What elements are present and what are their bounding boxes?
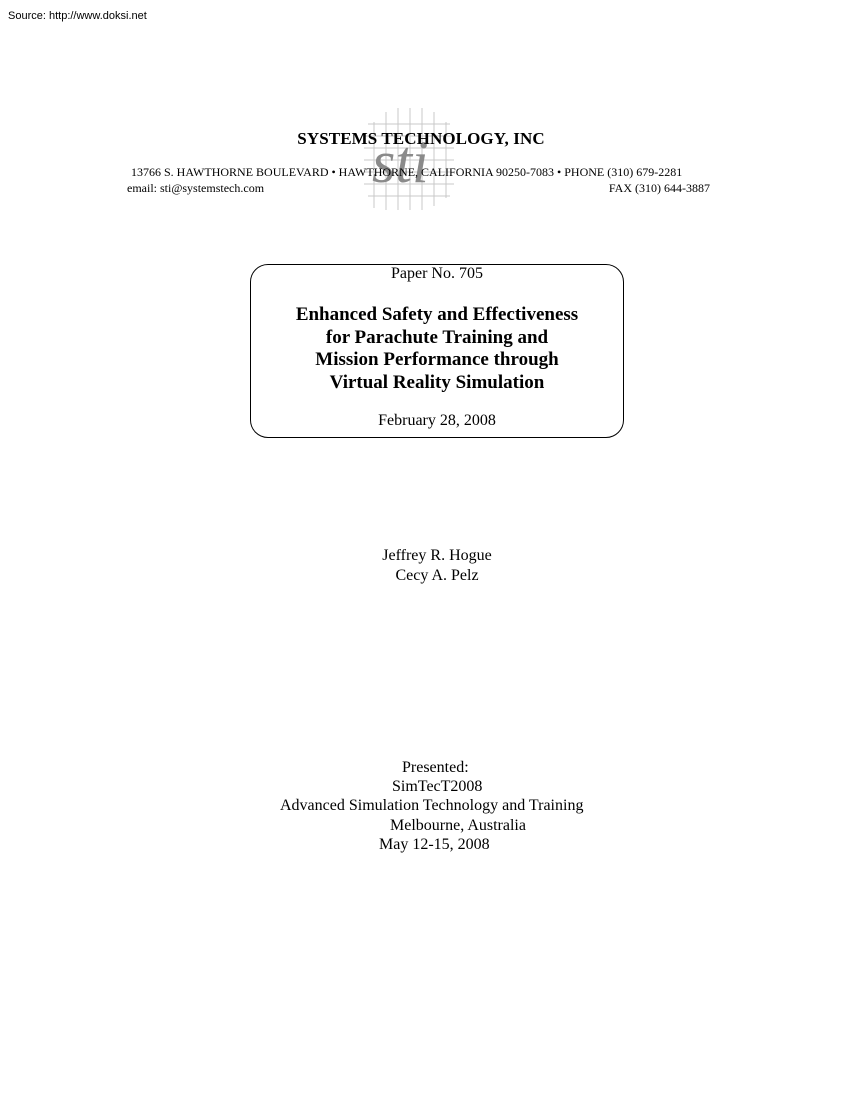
company-name: SYSTEMS TECHNOLOGY, INC (297, 129, 545, 148)
company-fax: FAX (310) 644-3887 (608, 181, 710, 195)
source-note: Source: http://www.doksi.net (8, 10, 147, 22)
paper-date: February 28, 2008 (378, 412, 496, 429)
event-name: SimTecT2008 (392, 778, 483, 795)
paper-title (250, 304, 624, 394)
paper-number: Paper No. 705 (391, 265, 483, 282)
title-line: for Parachute Training and (325, 326, 549, 348)
presented-label: Presented: (402, 759, 469, 776)
event-dates: May 12-15, 2008 (379, 836, 490, 853)
authors (250, 546, 624, 586)
title-line: Mission Performance through (315, 349, 559, 370)
author-name: Cecy A. Pelz (395, 567, 479, 584)
event-full-name: Advanced Simulation Technology and Training (280, 797, 584, 814)
sti-logo-icon (362, 104, 456, 212)
company-email: email: sti@systemstech.com (127, 181, 265, 195)
title-line: Virtual Reality Simulation (329, 371, 545, 393)
company-address: 13766 S. HAWTHORNE BOULEVARD • HAWTHORNE, CALIFORNIA 90250-7083 • PHONE (310) 679-2281 (131, 165, 683, 179)
author-name: Jeffrey R. Hogue (382, 547, 492, 564)
event-location: Melbourne, Australia (390, 817, 526, 834)
title-line: Enhanced Safety and Effectiveness (295, 304, 579, 325)
logo-letters: sti (372, 129, 429, 195)
